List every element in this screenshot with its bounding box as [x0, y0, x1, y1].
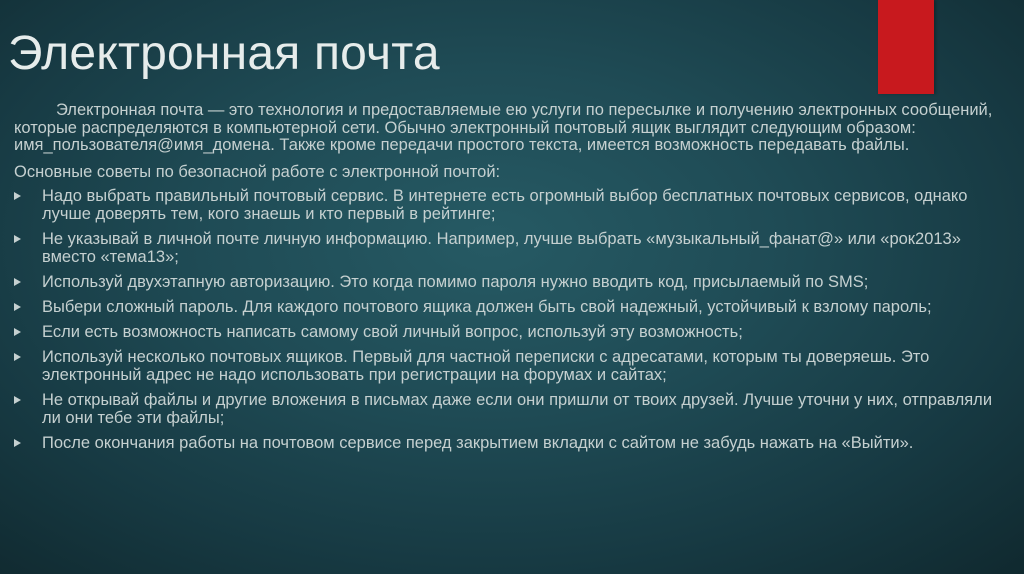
- tip-item: [14, 323, 1000, 341]
- triangle-right-icon: [14, 235, 21, 243]
- tip-item: [14, 298, 1000, 316]
- triangle-right-icon: [14, 353, 21, 361]
- triangle-right-icon: [14, 278, 21, 286]
- red-accent-bar: [878, 0, 934, 94]
- tips-list: [14, 187, 1000, 452]
- triangle-right-icon: [14, 192, 21, 200]
- tip-item: [14, 230, 1000, 266]
- tip-item: [14, 348, 1000, 384]
- tip-text: После окончания работы на почтовом сервисе перед закрытием вкладки с сайтом не забудь нажать на «Выйти».: [42, 433, 914, 452]
- tip-text: Не открывай файлы и другие вложения в письмах даже если они пришли от твоих друзей. Лучше уточни у них, отправляли ли они тебе эти файлы;: [42, 390, 993, 427]
- tip-item: [14, 273, 1000, 291]
- tip-text: Если есть возможность написать самому свой личный вопрос, используй эту возможность;: [42, 322, 743, 341]
- tip-text: Надо выбрать правильный почтовый сервис. В интернете есть огромный выбор бесплатных почтовых сервисов, однако лучше доверять тем, кого знаешь и кто первый в рейтинге;: [42, 186, 968, 223]
- intro-paragraph: Электронная почта — это технология и предоставляемые ею услуги по пересылке и получению электронных сообщений, которые распределяются в компьютерной сети. Обычно электронный почтовый ящик выглядит следующим образом: имя_пользователя@имя_домена. Также кроме передачи простого текста, имеется возможность передавать файлы.: [14, 101, 993, 154]
- triangle-right-icon: [14, 439, 21, 447]
- triangle-right-icon: [14, 303, 21, 311]
- triangle-right-icon: [14, 396, 21, 404]
- slide-title: Электронная почта: [8, 27, 440, 80]
- tips-heading: Основные советы по безопасной работе с электронной почтой:: [14, 162, 501, 181]
- tip-text: Используй двухэтапную авторизацию. Это когда помимо пароля нужно вводить код, присылаемый по SMS;: [42, 272, 869, 291]
- tip-item: [14, 391, 1000, 427]
- tip-item: [14, 187, 1000, 223]
- tip-text: Не указывай в личной почте личную информацию. Например, лучше выбрать «музыкальный_фанат@» или «рок2013» вместо «тема13»;: [42, 229, 961, 266]
- slide-body: [14, 102, 1000, 459]
- tip-text: Выбери сложный пароль. Для каждого почтового ящика должен быть свой надежный, устойчивый к взлому пароль;: [42, 297, 932, 316]
- tip-item: [14, 434, 1000, 452]
- triangle-right-icon: [14, 328, 21, 336]
- tip-text: Используй несколько почтовых ящиков. Первый для частной переписки с адресатами, которым ты доверяешь. Это электронный адрес не надо использовать при регистрации на форумах и сайтах;: [42, 347, 930, 384]
